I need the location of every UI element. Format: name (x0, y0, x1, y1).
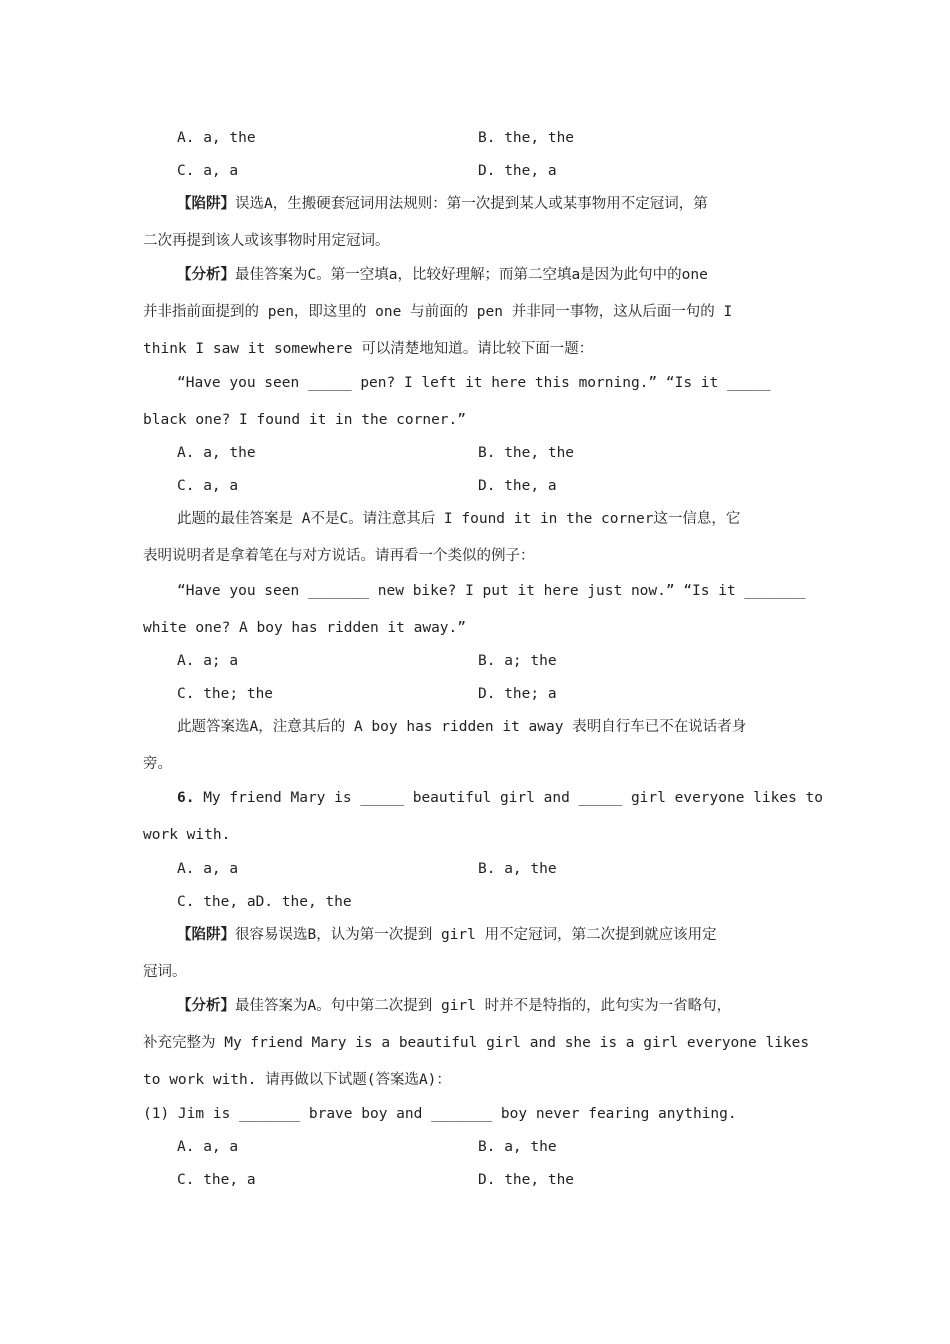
q6-stem-line-2: work with. (143, 827, 231, 843)
q5-trap-line-2: 二次再提到该人或该事物时用定冠词。 (143, 233, 390, 249)
q6-option-a: A. a, a (177, 861, 239, 877)
trap-text: 很容易误选B，认为第一次提到 girl 用不定冠词，第二次提到就应该用定 (235, 927, 717, 943)
compare1-note-2: 表明说明者是拿着笔在与对方说话。请再看一个类似的例子： (143, 548, 535, 564)
q6-stem-line-1 (177, 787, 823, 809)
q5-option-a: A. a, the (177, 130, 256, 146)
q5-trap-line-1 (177, 193, 708, 215)
compare1-option-c: C. a, a (177, 478, 239, 494)
exercise-1-option-c: C. the, a (177, 1172, 256, 1188)
compare1-option-b: B. the, the (478, 445, 575, 461)
q6-trap-line-2: 冠词。 (143, 964, 187, 980)
compare2-note-1: 此题答案选A，注意其后的 A boy has ridden it away 表明自行车已不在说话者身 (177, 719, 747, 735)
trap-tag: 【陷阱】 (177, 196, 235, 212)
compare1-line-1: “Have you seen _____ pen? I left it here this morning.” “Is it _____ (177, 375, 771, 391)
q5-option-b: B. the, the (478, 130, 575, 146)
exercise-1-stem: (1) Jim is _______ brave boy and _______ boy never fearing anything. (143, 1106, 737, 1122)
trap-tag: 【陷阱】 (177, 927, 235, 943)
q5-analysis-line-1 (177, 264, 708, 286)
compare2-option-a: A. a; a (177, 653, 239, 669)
compare2-note-2: 旁。 (143, 756, 172, 772)
compare2-line-2: white one? A boy has ridden it away.” (143, 620, 467, 636)
compare2-option-d: D. the; a (478, 686, 557, 702)
compare2-line-1: “Have you seen _______ new bike? I put it here just now.” “Is it _______ (177, 583, 806, 599)
q6-analysis-line-3: to work with. 请再做以下试题(答案选A)： (143, 1072, 451, 1088)
analysis-tag: 【分析】 (177, 267, 235, 283)
q6-analysis-line-2: 补充完整为 My friend Mary is a beautiful girl and she is a girl everyone likes (143, 1035, 810, 1051)
q6-option-cd: C. the, aD. the, the (177, 894, 352, 910)
analysis-text: 最佳答案为C。第一空填a，比较好理解；而第二空填a是因为此句中的one (235, 267, 708, 283)
compare1-line-2: black one? I found it in the corner.” (143, 412, 467, 428)
compare2-option-c: C. the; the (177, 686, 274, 702)
exercise-1-option-a: A. a, a (177, 1139, 239, 1155)
q5-option-d: D. the, a (478, 163, 557, 179)
analysis-text: 最佳答案为A。句中第二次提到 girl 时并不是特指的，此句实为一省略句， (235, 998, 732, 1014)
analysis-tag: 【分析】 (177, 998, 235, 1014)
exercise-1-option-b: B. a, the (478, 1139, 557, 1155)
q6-trap-line-1 (177, 924, 717, 946)
exercise-1-option-d: D. the, the (478, 1172, 575, 1188)
q5-analysis-line-3: think I saw it somewhere 可以清楚地知道。请比较下面一题： (143, 341, 594, 357)
question-number: 6. (177, 790, 195, 806)
trap-text: 误选A，生搬硬套冠词用法规则：第一次提到某人或某事物用不定冠词，第 (235, 196, 708, 212)
q5-option-c: C. a, a (177, 163, 239, 179)
compare1-note-1: 此题的最佳答案是 A不是C。请注意其后 I found it in the corner这一信息，它 (177, 511, 741, 527)
compare1-option-d: D. the, a (478, 478, 557, 494)
compare2-option-b: B. a; the (478, 653, 557, 669)
compare1-option-a: A. a, the (177, 445, 256, 461)
q5-analysis-line-2: 并非指前面提到的 pen，即这里的 one 与前面的 pen 并非同一事物，这从后面一句的 I (143, 304, 733, 320)
q6-option-b: B. a, the (478, 861, 557, 877)
q6-analysis-line-1 (177, 995, 731, 1017)
q6-stem-text: My friend Mary is _____ beautiful girl and _____ girl everyone likes to (194, 790, 824, 806)
